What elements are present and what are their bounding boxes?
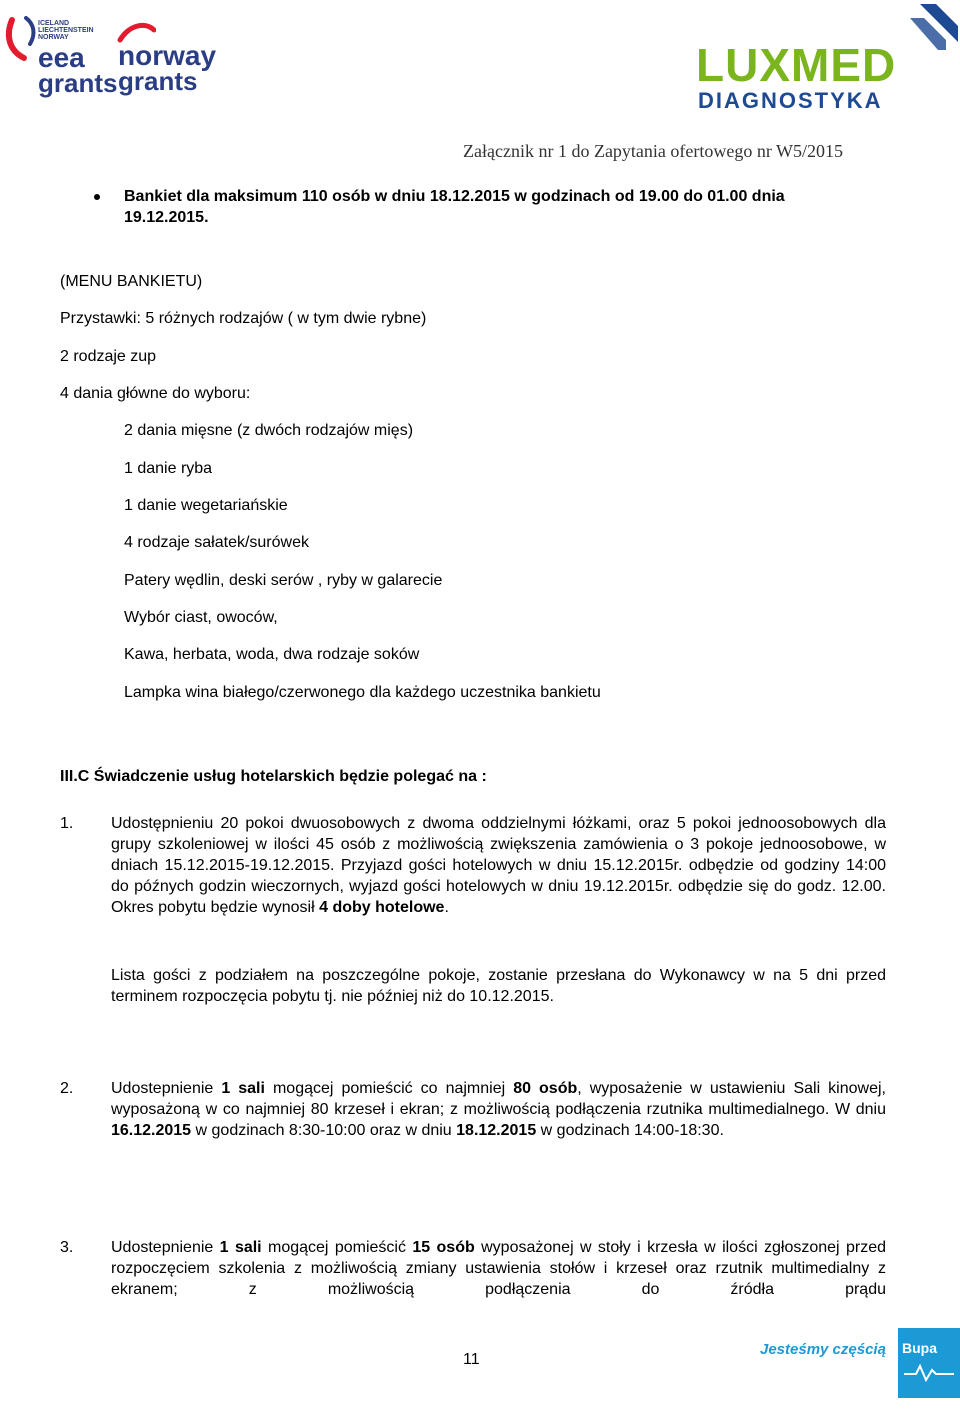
menu-title: (MENU BANKIETU) <box>60 273 203 290</box>
item-number: 2. <box>60 1080 74 1097</box>
page-number: 11 <box>463 1351 480 1368</box>
menu-sub-item: Patery wędlin, deski serów , ryby w galarecie <box>124 572 443 589</box>
luxmed-word: LUXMED <box>696 39 897 91</box>
norway-word: norway <box>118 40 217 71</box>
bupa-logo <box>898 1328 960 1398</box>
menu-line: 4 dania główne do wyboru: <box>60 385 251 402</box>
item-number: 3. <box>60 1239 74 1256</box>
bupa-tagline: Jesteśmy częścią <box>760 1341 886 1358</box>
norway-grants-logo <box>116 20 228 98</box>
menu-sub-item: 2 dania mięsne (z dwóch rodzajów mięs) <box>124 422 414 439</box>
section-heading: III.C Świadczenie usług hotelarskich będzie polegać na : <box>60 768 487 785</box>
attachment-header: Załącznik nr 1 do Zapytania ofertowego nr W5/2015 <box>463 141 844 161</box>
eea-word: eea <box>38 42 85 73</box>
diagnostyka-word: DIAGNOSTYKA <box>698 88 883 113</box>
menu-sub-item: 1 danie ryba <box>124 460 213 477</box>
item-2-paragraph: Udostepnienie 1 sali mogącej pomieścić co najmniej 80 osób, wyposażenie w ustawieniu Sali kinowej, wyposażoną w co najmniej 80 krzeseł i ekran; z możliwością podłączenia rzutnika multimedialnego. W dniu 16.12.2015 w godzinach 8:30-10:00 oraz w dniu 18.12.2015 w godzinach 14:00-18:30. <box>111 1080 886 1139</box>
menu-sub-item: Lampka wina białego/czerwonego dla każdego uczestnika bankietu <box>124 684 601 701</box>
item-1-paragraph: Udostępnieniu 20 pokoi dwuosobowych z dwoma oddzielnymi łóżkami, oraz 5 pokoi jednoosobowych dla grupy szkoleniowej w ilości 45 osób z możliwością zwiększenia zamówienia o 3 pokoje jednoosobowe, w dniach 15.12.2015-19.12.2015. Przyjazd gości hotelowych w dniu 15.12.2015r. odbędzie od godziny 14:00 do późnych godzin wieczornych, wyjazd gości hotelowych w dniu 19.12.2015r. odbędzie się do godz. 12.00. Okres pobytu będzie wynosił 4 doby hotelowe. <box>111 815 886 916</box>
eea-country-3: NORWAY <box>38 34 69 41</box>
bullet-dot <box>94 194 100 200</box>
eea-country-1: ICELAND <box>38 20 70 27</box>
item-number: 1. <box>60 815 74 832</box>
norway-grants-word: grants <box>118 66 198 96</box>
eea-grants-logo <box>4 14 116 98</box>
eea-country-2: LIECHTENSTEIN <box>38 27 94 34</box>
menu-line: Przystawki: 5 różnych rodzajów ( w tym dwie rybne) <box>60 310 427 327</box>
banquet-line-1: Bankiet dla maksimum 110 osób w dniu 18.12.2015 w godzinach od 19.00 do 01.00 dnia <box>124 188 785 205</box>
heartbeat-icon <box>904 1362 954 1382</box>
menu-sub-item: Wybór ciast, owoców, <box>124 609 278 626</box>
guest-list-paragraph: Lista gości z podziałem na poszczególne pokoje, zostanie przesłana do Wykonawcy w na 5 dni przed terminem rozpoczęcia pobytu tj. nie później niż do 10.12.2015. <box>111 967 886 1005</box>
menu-line: 2 rodzaje zup <box>60 348 157 365</box>
banquet-line-2: 19.12.2015. <box>124 209 209 226</box>
stay-length: 4 doby hotelowe <box>319 899 445 916</box>
menu-sub-item: Kawa, herbata, woda, dwa rodzaje soków <box>124 646 420 663</box>
luxmed-mark-icon <box>898 4 958 50</box>
menu-sub-item: 4 rodzaje sałatek/surówek <box>124 534 309 551</box>
bupa-word: Bupa <box>902 1340 937 1356</box>
eea-grants-word: grants <box>38 68 118 98</box>
menu-sub-item: 1 danie wegetariańskie <box>124 497 288 514</box>
luxmed-logo <box>696 4 958 112</box>
item-3-paragraph: Udostepnienie 1 sali mogącej pomieścić 15 osób wyposażonej w stoły i krzesła w ilości zgłoszonej przed rozpoczęciem szkolenia z możliwością zmiany ustawienia stołów i krzeseł oraz rzutnik multimedialny z ekranem; z możliwością podłączenia do źródła prądu <box>111 1239 887 1298</box>
